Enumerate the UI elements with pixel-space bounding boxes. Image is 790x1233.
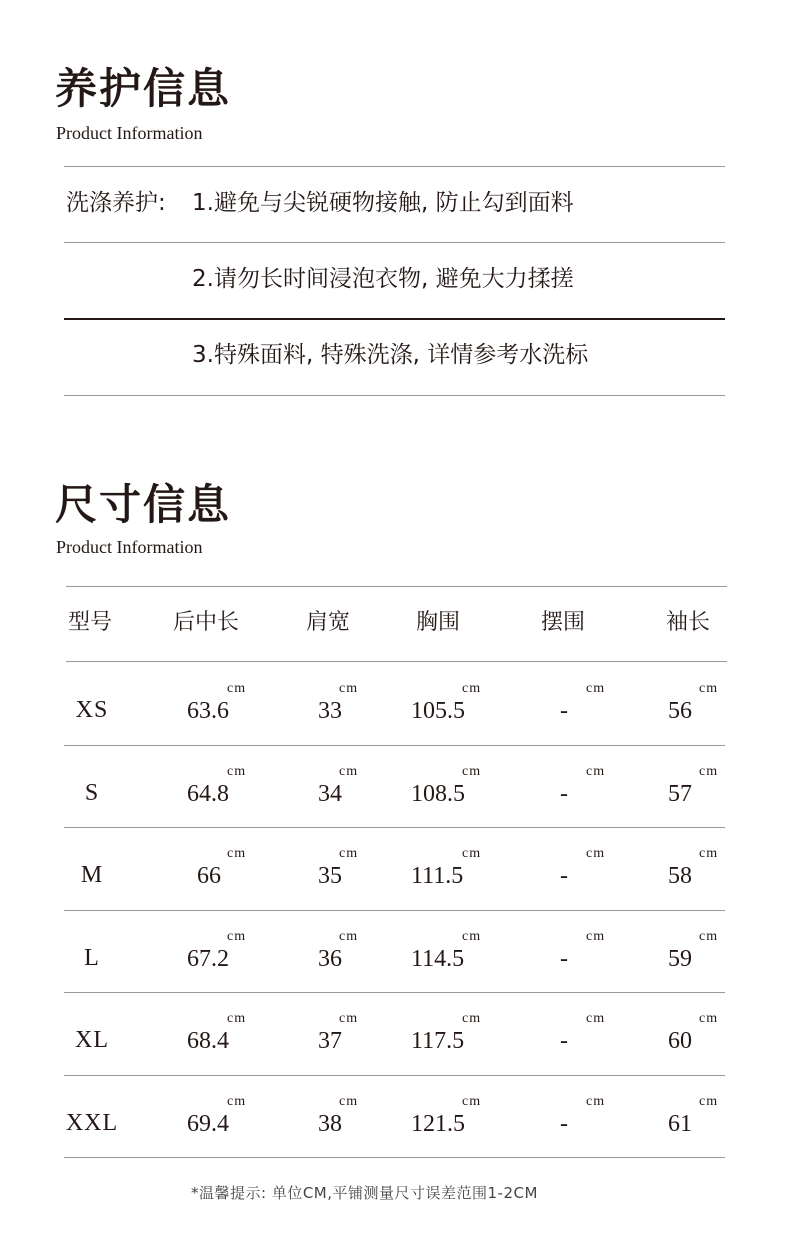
measurement-value: 117.5: [411, 1028, 465, 1054]
row-divider: [64, 992, 725, 993]
size-label: XS: [75, 697, 109, 723]
care-divider-1: [64, 242, 725, 243]
size-label: S: [84, 779, 100, 806]
measurement-value: 37: [318, 1028, 342, 1054]
measurement-value: -: [560, 780, 568, 807]
measurement-value: -: [560, 945, 568, 972]
measurement-value: 61: [668, 1110, 692, 1137]
unit-label: cm: [339, 763, 359, 779]
measurement-value: 67.2: [187, 945, 229, 972]
header-chest: 胸围: [416, 610, 461, 635]
row-divider: [64, 910, 725, 911]
measurement-value: -: [560, 1110, 568, 1137]
measurement-value: -: [560, 1028, 568, 1054]
header-shoulder: 肩宽: [306, 610, 351, 635]
row-divider: [64, 1157, 725, 1158]
unit-label: cm: [339, 1011, 359, 1026]
measurement-value: 58: [668, 863, 692, 889]
header-size: 型号: [68, 610, 113, 635]
size-label: XXL: [65, 1109, 119, 1136]
unit-label: cm: [462, 763, 482, 779]
unit-label: cm: [227, 681, 247, 696]
measurement-value: 59: [668, 945, 692, 972]
unit-label: cm: [227, 928, 247, 944]
size-title: 尺寸信息: [55, 480, 232, 529]
size-header-rule: [66, 661, 727, 662]
measurement-value: -: [560, 698, 568, 724]
unit-label: cm: [462, 1011, 482, 1026]
measurement-value: 121.5: [411, 1110, 465, 1137]
measurement-value: 63.6: [187, 698, 229, 724]
unit-label: cm: [586, 1011, 606, 1026]
measurement-value: 108.5: [411, 780, 465, 807]
unit-label: cm: [339, 681, 359, 696]
measurement-value: 114.5: [411, 945, 465, 972]
unit-label: cm: [339, 1093, 359, 1109]
measurement-value: 68.4: [187, 1028, 229, 1054]
header-sleeve: 袖长: [666, 610, 711, 635]
unit-label: cm: [699, 846, 719, 861]
unit-label: cm: [699, 1011, 719, 1026]
size-label: XL: [75, 1027, 109, 1053]
measurement-value: 56: [668, 698, 692, 724]
measurement-value: 36: [318, 945, 342, 972]
size-note: *温馨提示: 单位CM,平铺测量尺寸误差范围1-2CM: [191, 1184, 538, 1202]
measurement-value: 33: [318, 698, 342, 724]
unit-label: cm: [462, 681, 482, 696]
unit-label: cm: [586, 1093, 606, 1109]
care-label: 洗涤养护:: [66, 190, 166, 216]
care-top-rule: [64, 166, 725, 167]
care-title: 养护信息: [55, 64, 232, 113]
unit-label: cm: [462, 928, 482, 944]
measurement-value: 66: [197, 863, 221, 889]
unit-label: cm: [339, 928, 359, 944]
unit-label: cm: [227, 846, 247, 861]
measurement-value: 35: [318, 863, 342, 889]
unit-label: cm: [699, 928, 719, 944]
row-divider: [64, 745, 725, 746]
care-item-1: 1.避免与尖锐硬物接触, 防止勾到面料: [192, 190, 574, 216]
unit-label: cm: [462, 1093, 482, 1109]
measurement-value: 38: [318, 1110, 342, 1137]
unit-label: cm: [699, 763, 719, 779]
unit-label: cm: [227, 1011, 247, 1026]
header-back-length: 后中长: [173, 610, 240, 635]
care-divider-2: [64, 318, 725, 320]
measurement-value: 69.4: [187, 1110, 229, 1137]
care-bottom-rule: [64, 395, 725, 396]
measurement-value: 60: [668, 1028, 692, 1054]
unit-label: cm: [227, 763, 247, 779]
unit-label: cm: [586, 846, 606, 861]
unit-label: cm: [586, 928, 606, 944]
size-label: L: [84, 944, 100, 971]
row-divider: [64, 1075, 725, 1076]
care-item-3: 3.特殊面料, 特殊洗涤, 详情参考水洗标: [192, 342, 589, 368]
unit-label: cm: [339, 846, 359, 861]
size-label: M: [80, 862, 104, 888]
care-subtitle: Product Information: [56, 123, 203, 143]
row-divider: [64, 827, 725, 828]
unit-label: cm: [462, 846, 482, 861]
measurement-value: 57: [668, 780, 692, 807]
unit-label: cm: [586, 763, 606, 779]
unit-label: cm: [227, 1093, 247, 1109]
unit-label: cm: [586, 681, 606, 696]
size-subtitle: Product Information: [56, 537, 203, 557]
size-table-top-rule: [66, 586, 727, 587]
measurement-value: 105.5: [411, 698, 465, 724]
header-hem: 摆围: [541, 610, 586, 635]
measurement-value: -: [560, 863, 568, 889]
unit-label: cm: [699, 681, 719, 696]
unit-label: cm: [699, 1093, 719, 1109]
measurement-value: 34: [318, 780, 342, 807]
measurement-value: 64.8: [187, 780, 229, 807]
care-item-2: 2.请勿长时间浸泡衣物, 避免大力揉搓: [192, 266, 574, 292]
measurement-value: 111.5: [411, 863, 464, 889]
